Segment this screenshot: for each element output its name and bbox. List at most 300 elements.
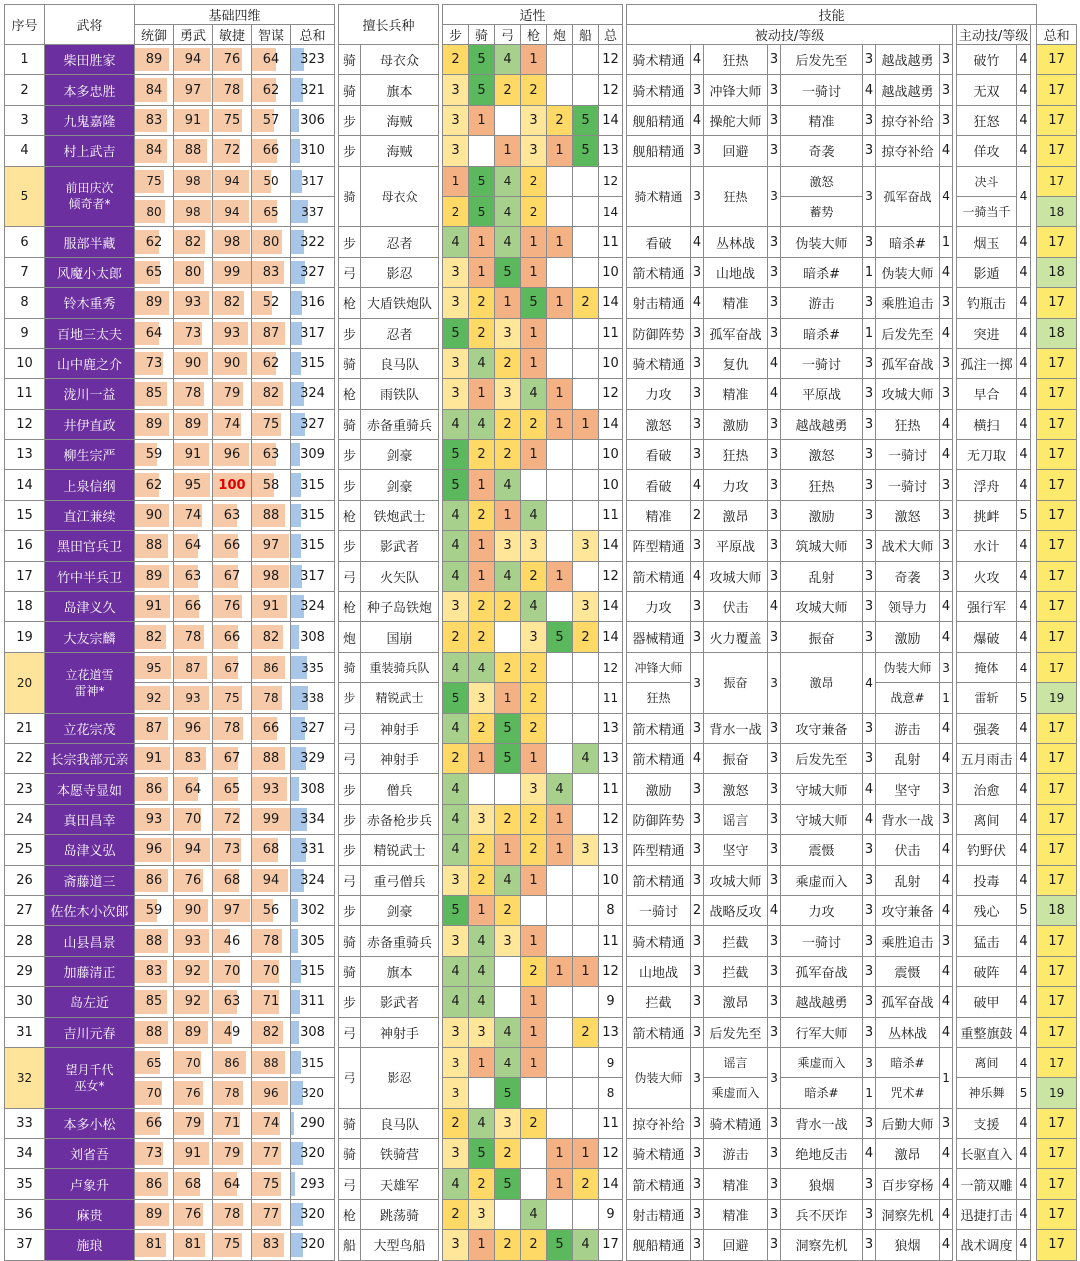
passive-level: 3 [863,379,876,409]
aptitude-cell: 1 [469,895,495,925]
passive-skill: 孤军奋战 [876,348,940,378]
passive-skill: 攻城大师 [704,865,768,895]
passive-skill: 坚守 [876,774,940,804]
stat-value: 63 [223,994,241,1010]
troop-type: 弓 [339,561,361,591]
troop-type: 炮 [339,622,361,652]
troop-type: 弓 [339,1169,361,1199]
passive-skill: 骑术精通 [627,45,691,75]
passive-skill: 咒术# [876,1078,940,1108]
active-skill: 雷斩 [957,683,1017,713]
aptitude-cell: 4 [443,713,469,743]
stat-cell [213,470,252,500]
stat-cell [135,592,174,622]
passive-skill: 暗杀# [781,1078,863,1108]
stat-value: 100 [218,477,246,493]
table-row [5,105,1077,135]
active-level: 4 [1017,987,1031,1017]
passive-level: 4 [863,652,876,713]
aptitude-cell [573,227,599,257]
aptitude-cell: 1 [547,804,573,834]
active-level: 4 [1017,75,1031,105]
troop-type: 弓 [339,713,361,743]
stat-cell [135,1017,174,1047]
troop-type: 骑 [339,166,361,227]
total-score: 17 [1037,1199,1077,1229]
aptitude-cell [573,257,599,287]
aptitude-total: 9 [599,1199,623,1229]
passive-level: 3 [691,1017,704,1047]
aptitude-cell [573,196,599,226]
passive-skill: 拦截 [704,926,768,956]
aptitude-total: 12 [599,956,623,986]
aptitude-cell [547,1078,573,1108]
passive-level: 3 [691,1108,704,1138]
total-score: 17 [1037,288,1077,318]
stat-value: 88 [145,933,163,949]
stat-value: 94 [184,842,202,858]
passive-level: 3 [863,105,876,135]
stat-cell [135,1139,174,1169]
active-level: 4 [1017,774,1031,804]
passive-level: 3 [863,895,876,925]
stat-total-bar [291,1112,294,1135]
aptitude-total: 13 [599,743,623,773]
stat-cell [213,1169,252,1199]
stat-total-cell [291,1139,335,1169]
aptitude-cell: 2 [495,1230,521,1260]
stat-value: 96 [223,447,241,463]
aptitude-cell: 2 [521,683,547,713]
stat-total-value: 335 [301,660,324,675]
aptitude-cell: 2 [573,622,599,652]
active-level: 4 [1017,1230,1031,1260]
row-index: 36 [5,1199,45,1229]
stat-cell [213,774,252,804]
passive-skill: 射击精通 [627,1199,691,1229]
stat-value: 86 [145,872,163,888]
active-skill: 影遁 [957,257,1017,287]
stat-value: 67 [223,568,241,584]
stat-cell [213,743,252,773]
table-row [5,257,1077,287]
troop-name: 忍者 [361,318,439,348]
passive-level: 4 [768,592,781,622]
passive-skill: 攻城大师 [704,561,768,591]
aptitude-cell: 4 [443,500,469,530]
aptitude-cell: 1 [495,500,521,530]
passive-skill: 绝地反击 [781,1139,863,1169]
active-level: 4 [1017,1017,1031,1047]
stat-total-cell [291,227,335,257]
troop-type: 步 [339,987,361,1017]
stat-cell [213,409,252,439]
stat-value: 86 [145,1176,163,1192]
passive-skill: 领导力 [876,592,940,622]
stat-total-value: 315 [300,356,325,372]
passive-level: 3 [768,1199,781,1229]
aptitude-cell [521,895,547,925]
general-name: 岛津义弘 [45,835,135,865]
stat-total-cell [291,318,335,348]
stat-cell [174,622,213,652]
stat-cell [135,743,174,773]
total-score: 17 [1037,987,1077,1017]
stat-cell [135,713,174,743]
active-level: 4 [1017,257,1031,287]
passive-level: 3 [863,136,876,166]
stat-value: 75 [146,174,162,189]
aptitude-total: 9 [599,1047,623,1077]
row-index: 9 [5,318,45,348]
passive-level: 3 [691,926,704,956]
aptitude-cell: 3 [495,318,521,348]
passive-skill: 后发先至 [876,318,940,348]
stat-total-cell [291,926,335,956]
aptitude-cell: 4 [495,865,521,895]
stat-value: 78 [262,933,280,949]
stat-total-bar [291,625,299,648]
total-score: 17 [1037,592,1077,622]
stat-value: 93 [184,295,202,311]
aptitude-cell: 5 [495,713,521,743]
aptitude-cell: 1 [521,440,547,470]
stat-value: 83 [262,1237,280,1253]
aptitude-cell: 1 [547,136,573,166]
passive-level: 3 [768,45,781,75]
row-index: 7 [5,257,45,287]
stat-cell [174,561,213,591]
passive-level: 4 [940,743,953,773]
aptitude-cell: 4 [495,45,521,75]
aptitude-cell: 3 [443,257,469,287]
header-troop: 擅长兵种 [339,5,439,45]
stat-value: 59 [145,447,163,463]
passive-skill: 掠夺补给 [876,105,940,135]
passive-skill: 守城大师 [781,774,863,804]
passive-skill: 平原战 [704,531,768,561]
troop-type: 骑 [339,926,361,956]
stat-value: 70 [185,1055,201,1070]
troop-name: 剑豪 [361,470,439,500]
aptitude-cell [469,774,495,804]
passive-skill: 阵型精通 [627,531,691,561]
stat-value: 98 [185,174,201,189]
aptitude-cell: 2 [443,1108,469,1138]
stat-cell [135,227,174,257]
stat-value: 96 [145,842,163,858]
aptitude-cell: 1 [521,348,547,378]
active-level: 4 [1017,835,1031,865]
stat-cell [252,379,291,409]
aptitude-total: 12 [599,166,623,196]
stat-value: 78 [263,690,279,705]
stat-value: 68 [262,842,280,858]
aptitude-cell: 1 [495,835,521,865]
row-index: 37 [5,1230,45,1260]
stat-cell [213,622,252,652]
aptitude-cell: 5 [443,318,469,348]
stat-total-cell [291,288,335,318]
stat-total-cell [291,1108,335,1138]
troop-type: 步 [339,774,361,804]
passive-level: 4 [768,348,781,378]
table-body [5,45,1077,1261]
row-index: 16 [5,531,45,561]
table-row [5,956,1077,986]
row-index: 3 [5,105,45,135]
table-row [5,288,1077,318]
table-row [5,45,1077,75]
passive-level: 3 [768,1169,781,1199]
stat-cell [135,926,174,956]
stat-total-bar [291,929,298,952]
troop-name: 火矢队 [361,561,439,591]
stat-cell [174,1047,213,1077]
passive-level: 1 [940,227,953,257]
passive-skill: 精准 [627,500,691,530]
passive-level: 4 [768,379,781,409]
row-index: 10 [5,348,45,378]
total-score: 17 [1037,136,1077,166]
active-level: 4 [1017,1139,1031,1169]
aptitude-cell: 3 [521,622,547,652]
stat-cell [213,804,252,834]
passive-skill: 一骑讨 [876,440,940,470]
passive-level: 2 [691,895,704,925]
passive-level: 3 [768,136,781,166]
passive-skill: 战略反攻 [704,895,768,925]
general-name: 山县昌景 [45,926,135,956]
troop-type: 弓 [339,865,361,895]
passive-level: 3 [863,592,876,622]
active-skill: 挑衅 [957,500,1017,530]
passive-skill: 孤军奋战 [781,956,863,986]
general-name: 真田昌幸 [45,804,135,834]
aptitude-cell [547,652,573,682]
passive-skill: 激励 [781,500,863,530]
stat-value: 89 [145,416,163,432]
stat-value: 90 [145,508,163,524]
stat-cell [135,45,174,75]
stat-cell [135,1047,174,1077]
stat-cell [135,348,174,378]
stat-total-cell [291,804,335,834]
troop-type: 枪 [339,592,361,622]
passive-level: 3 [768,652,781,713]
stat-value: 66 [223,538,241,554]
stat-value: 83 [145,963,163,979]
stat-value: 64 [145,325,163,341]
active-level: 4 [1017,318,1031,348]
stat-cell [252,227,291,257]
stat-cell [135,652,174,682]
stat-cell [213,1139,252,1169]
row-index: 25 [5,835,45,865]
stat-total-value: 320 [300,1146,325,1162]
aptitude-total: 11 [599,500,623,530]
passive-level: 3 [691,1169,704,1199]
table-row [5,1230,1077,1260]
passive-skill: 骑术精通 [627,75,691,105]
table-row [5,1108,1077,1138]
aptitude-cell: 2 [495,592,521,622]
passive-skill: 奇袭 [781,136,863,166]
aptitude-cell: 2 [443,1199,469,1229]
stat-cell [174,1230,213,1260]
stat-value: 99 [262,811,280,827]
troop-type: 弓 [339,743,361,773]
row-index: 12 [5,409,45,439]
passive-level: 3 [768,804,781,834]
stat-value: 85 [145,994,163,1010]
passive-level: 3 [768,227,781,257]
aptitude-cell: 4 [443,835,469,865]
passive-skill: 骑术精通 [627,166,691,227]
stat-total-value: 305 [300,933,325,949]
passive-level: 4 [940,440,953,470]
stat-value: 78 [184,386,202,402]
stat-total-cell [291,652,335,682]
aptitude-cell: 4 [495,166,521,196]
stat-total-value: 315 [300,508,325,524]
stat-total-cell [291,835,335,865]
row-index: 8 [5,288,45,318]
stat-value: 71 [223,1115,241,1131]
active-level: 4 [1017,379,1031,409]
stat-value: 62 [262,82,280,98]
stat-value: 82 [184,234,202,250]
stat-cell [213,865,252,895]
table-row [5,1169,1077,1199]
passive-skill: 伪装大师 [876,652,940,682]
stat-value: 70 [184,811,202,827]
active-level: 5 [1017,895,1031,925]
stat-cell [174,1078,213,1108]
active-level: 4 [1017,926,1031,956]
stat-total-cell [291,196,335,226]
aptitude-cell: 2 [495,348,521,378]
stat-cell [135,531,174,561]
aptitude-cell: 1 [495,136,521,166]
passive-skill: 箭术精通 [627,561,691,591]
stat-value: 97 [262,538,280,554]
aptitude-cell: 3 [573,592,599,622]
aptitude-cell: 1 [573,1139,599,1169]
aptitude-cell [521,1078,547,1108]
general-name: 风魔小太郎 [45,257,135,287]
troop-name: 影武者 [361,531,439,561]
total-score: 17 [1037,865,1077,895]
passive-skill: 箭术精通 [627,713,691,743]
stat-total-cell [291,45,335,75]
stat-total-value: 317 [300,568,325,584]
stat-cell [135,500,174,530]
passive-level: 3 [940,105,953,135]
stat-total-value: 290 [300,1115,325,1131]
stat-value: 84 [145,143,163,159]
aptitude-cell [547,865,573,895]
passive-skill: 孤军奋战 [876,987,940,1017]
passive-level: 3 [691,348,704,378]
stat-total-cell [291,622,335,652]
stat-value: 88 [145,1024,163,1040]
stat-value: 91 [184,447,202,463]
total-score: 17 [1037,1169,1077,1199]
active-skill: 重整旗鼓 [957,1017,1017,1047]
aptitude-cell [573,45,599,75]
aptitude-cell [547,987,573,1017]
stat-total-cell [291,592,335,622]
passive-skill: 狼烟 [781,1169,863,1199]
aptitude-cell: 1 [521,743,547,773]
aptitude-cell: 5 [469,75,495,105]
aptitude-cell: 2 [521,166,547,196]
passive-skill: 箭术精通 [627,743,691,773]
passive-skill: 操舵大师 [704,105,768,135]
troop-name: 良马队 [361,348,439,378]
stat-total-cell [291,166,335,196]
general-name: 大友宗麟 [45,622,135,652]
aptitude-cell [495,987,521,1017]
aptitude-cell: 1 [547,409,573,439]
aptitude-cell [573,683,599,713]
aptitude-cell: 2 [469,713,495,743]
stat-value: 64 [262,52,280,68]
stat-cell [213,105,252,135]
row-index: 34 [5,1139,45,1169]
stat-cell [174,592,213,622]
troop-name: 精锐武士 [361,835,439,865]
stat-total-value: 327 [300,720,325,736]
troop-name: 赤备重骑兵 [361,926,439,956]
passive-level: 4 [940,987,953,1017]
stat-total-cell [291,713,335,743]
troop-type: 步 [339,136,361,166]
stat-value: 65 [146,1055,162,1070]
stat-value: 67 [224,660,240,675]
general-name: 岛左近 [45,987,135,1017]
active-skill: 迅捷打击 [957,1199,1017,1229]
aptitude-cell [573,804,599,834]
aptitude-total: 10 [599,470,623,500]
passive-level: 3 [691,1199,704,1229]
stat-total-cell [291,683,335,713]
passive-level: 3 [940,470,953,500]
aptitude-cell: 2 [547,105,573,135]
stat-total-value: 310 [300,143,325,159]
total-score: 17 [1037,75,1077,105]
stat-total-cell [291,257,335,287]
passive-skill: 奇袭 [876,561,940,591]
stat-total-cell [291,348,335,378]
stat-value: 79 [184,1115,202,1131]
stat-cell [174,379,213,409]
stat-value: 91 [145,599,163,615]
stat-value: 46 [223,933,241,949]
passive-level: 3 [863,348,876,378]
active-skill: 五月雨击 [957,743,1017,773]
passive-skill: 回避 [704,136,768,166]
stat-total-value: 315 [300,963,325,979]
row-index: 21 [5,713,45,743]
stat-cell [213,288,252,318]
aptitude-cell [495,774,521,804]
stat-value: 84 [145,82,163,98]
stat-value: 66 [262,720,280,736]
general-name: 本愿寺显如 [45,774,135,804]
aptitude-cell: 2 [443,622,469,652]
